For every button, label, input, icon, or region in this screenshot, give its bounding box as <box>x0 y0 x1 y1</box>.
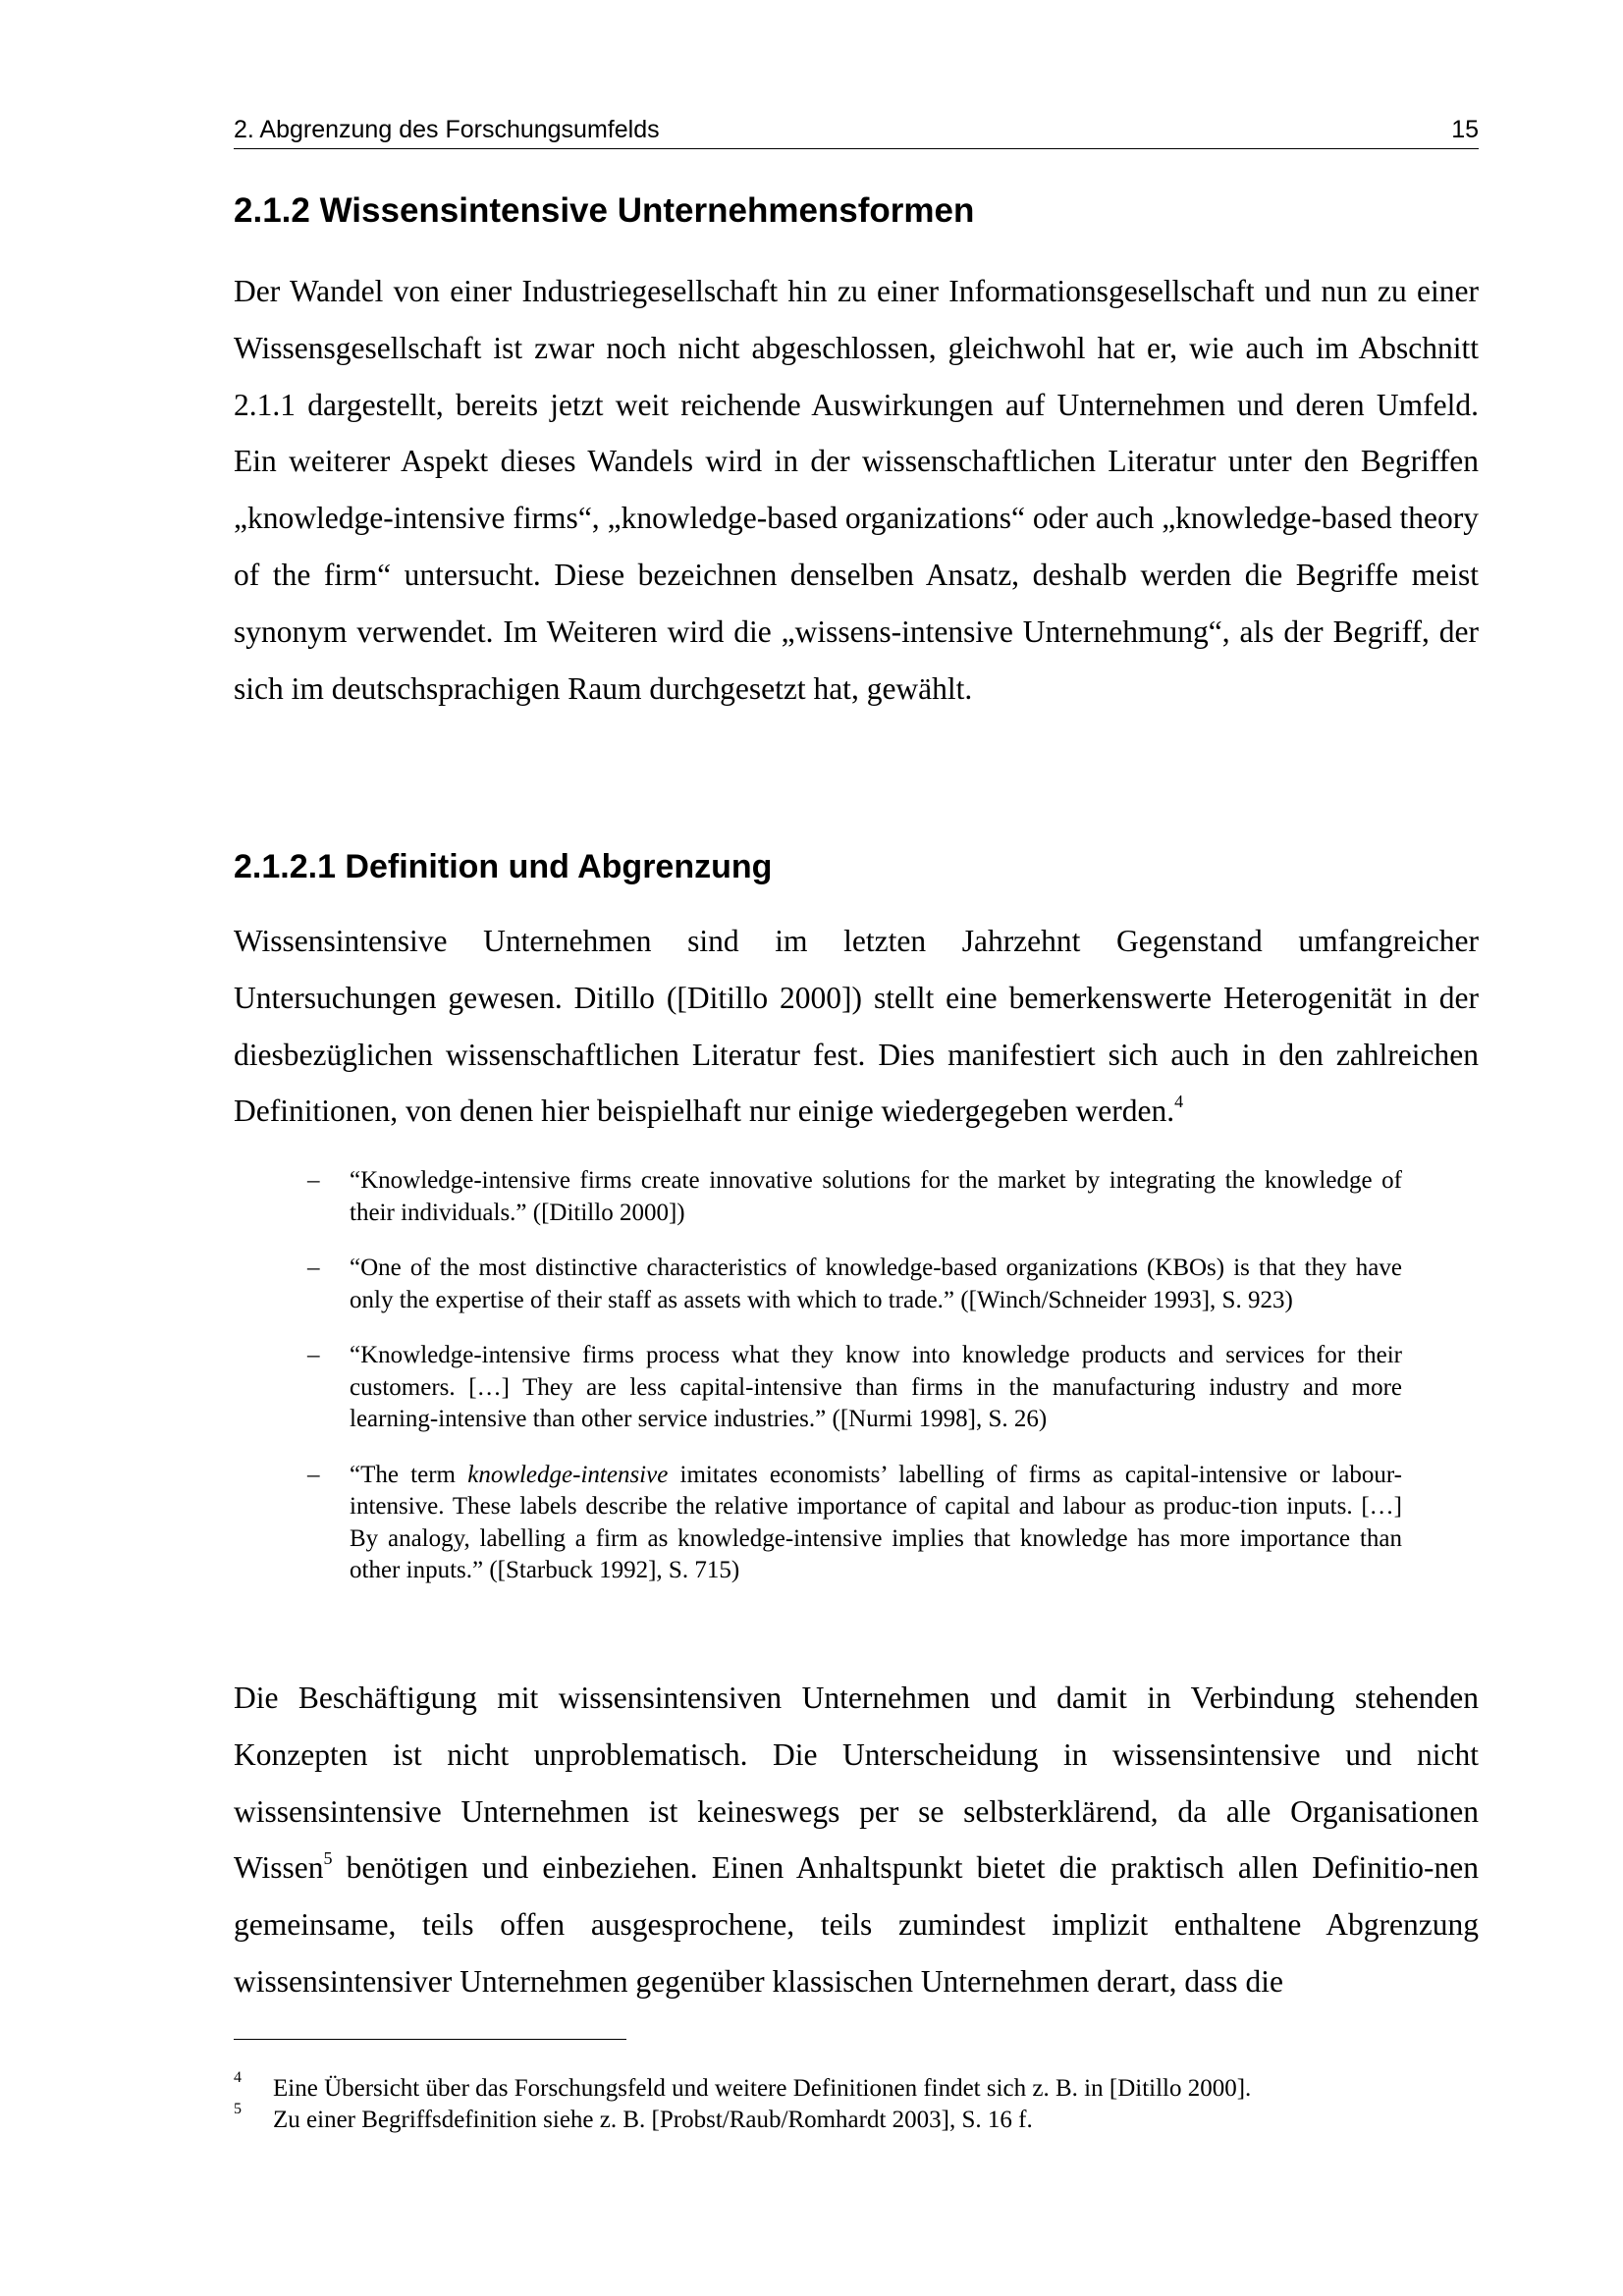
footnote-separator <box>234 2039 626 2040</box>
quote-text: “Knowledge-intensive firms create innovative solutions for the market by integrating the knowledge of their individuals.” ([Ditillo 2000]) <box>350 1167 1402 1226</box>
subsection-intro-paragraph <box>234 913 1479 1140</box>
quote-item <box>307 1340 1402 1436</box>
list-dash: – <box>307 1167 320 1194</box>
quote-text <box>350 1460 1402 1587</box>
running-header <box>234 110 1479 149</box>
quote-text: “One of the most distinctive characteristics of knowledge-based organizations (KBOs) is that they have only the expertise of their staff as assets with which to trade.” ([Winch/Schneider 1993], S. 923) <box>350 1255 1402 1313</box>
quote-item <box>307 1460 1402 1587</box>
list-dash: – <box>307 1342 320 1368</box>
footnote-ref-4: 4 <box>1174 1092 1184 1112</box>
closing-text-after: benötigen und einbeziehen. Einen Anhaltspunkt bietet die praktisch allen Definitio-nen gemeinsame, teils offen ausgesprochene, teils zumindest implizit enthaltene Abgrenzung wissensintensiver Unternehmen gegenüber klassischen Unternehmen derart, dass die <box>234 1850 1479 1999</box>
list-dash: – <box>307 1255 320 1281</box>
section-heading: 2.1.2 Wissensintensive Unternehmensformen <box>234 191 975 230</box>
quote-text: “Knowledge-intensive firms process what they know into knowledge products and services for their customers. […] They are less capital-intensive than firms in the manufacturing industry and more learning-intensive than other service industries.” ([Nurmi 1998], S. 26) <box>350 1342 1402 1432</box>
footnotes <box>234 2069 1479 2136</box>
closing-paragraph <box>234 1670 1479 2010</box>
running-header-title: 2. Abgrenzung des Forschungsumfelds <box>234 116 660 143</box>
footnote-text: Zu einer Begriffsdefinition siehe z. B. [Probst/Raub/Romhardt 2003], S. 16 f. <box>273 2107 1033 2133</box>
quote-item <box>307 1253 1402 1316</box>
footnote-ref-5: 5 <box>323 1848 333 1869</box>
footnote <box>234 2101 1479 2136</box>
footnote-text: Eine Übersicht über das Forschungsfeld und weitere Definitionen findet sich z. B. in [Ditillo 2000]. <box>273 2075 1252 2102</box>
footnote <box>234 2069 1479 2105</box>
page-number: 15 <box>1451 116 1479 143</box>
emphasized-term: knowledge-intensive <box>467 1461 669 1488</box>
definition-quotes-list <box>307 1165 1402 1587</box>
footnote-number: 5 <box>234 2101 242 2117</box>
subsection-heading: 2.1.2.1 Definition und Abgrenzung <box>234 848 773 885</box>
intro-text: Wissensintensive Unternehmen sind im letzten Jahrzehnt Gegenstand umfangreicher Untersuchungen gewesen. Ditillo ([Ditillo 2000]) stellt eine bemerkenswerte Heterogenität in der diesbezüglichen wissenschaftlichen Literatur fest. Dies manifestiert sich auch in den zahlreichen Definitionen, von denen hier beispielhaft nur einige wiedergegeben werden. <box>234 924 1479 1129</box>
quote-text-part: “The term <box>350 1461 468 1488</box>
footnote-number: 4 <box>234 2069 242 2086</box>
quote-text-part: imitates economists’ labelling of firms as capital-intensive or labour-intensive. These labels describe the relative importance of capital and labour as produc-tion inputs. […] By analogy, labelling a firm as knowledge-intensive implies that knowledge has more importance than other inputs.” ([Starbuck 1992], S. 715) <box>350 1461 1403 1583</box>
closing-text-before: Die Beschäftigung mit wissensintensiven Unternehmen und damit in Verbindung stehenden Konzepten ist nicht unproblematisch. Die Unterscheidung in wissensintensive und nicht wissensintensive Unternehmen ist keineswegs per se selbsterklärend, da alle Organisationen Wissen <box>234 1681 1479 1886</box>
section-paragraph: Der Wandel von einer Industriegesellschaft hin zu einer Informationsgesellschaft und nun zu einer Wissensgesellschaft ist zwar noch nicht abgeschlossen, gleichwohl hat er, wie auch im Abschnitt 2.1.1 dargestellt, bereits jetzt weit reichende Auswirkungen auf Unternehmen und deren Umfeld. Ein weiterer Aspekt dieses Wandels wird in der wissenschaftlichen Literatur unter den Begriffen „knowledge-intensive firms“, „knowledge-based organizations“ oder auch „knowledge-based theory of the firm“ untersucht. Diese bezeichnen denselben Ansatz, deshalb werden die Begriffe meist synonym verwendet. Im Weiteren wird die „wissens-intensive Unternehmung“, als der Begriff, der sich im deutschsprachigen Raum durchgesetzt hat, gewählt. <box>234 274 1479 706</box>
quote-item <box>307 1165 1402 1229</box>
list-dash: – <box>307 1461 320 1488</box>
